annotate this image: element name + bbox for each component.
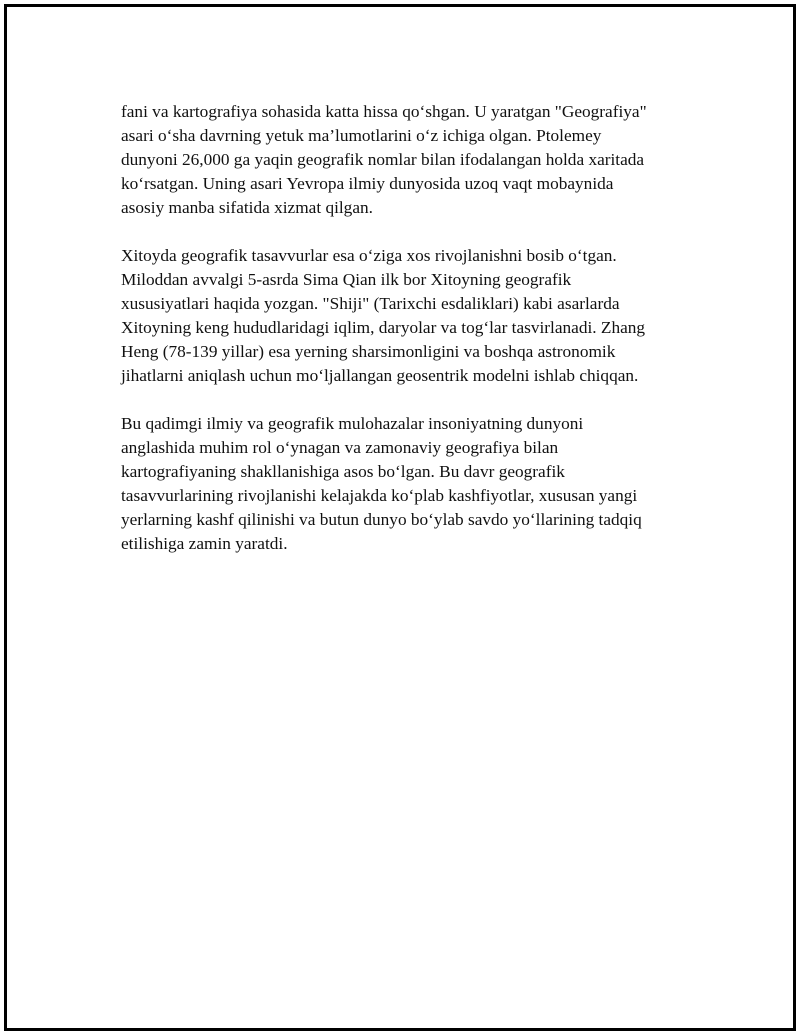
text-line: Miloddan avvalgi 5-asrda Sima Qian ilk bor Xitoyning geografik [121,270,572,289]
text-line: jihatlarni aniqlash uchun mo‘ljallangan geosentrik modelni ishlab chiqqan. [121,366,639,385]
paragraph-china [121,244,691,388]
paragraph-conclusion [121,412,691,556]
text-line: asari o‘sha davrning yetuk ma’lumotlarini o‘z ichiga olgan. Ptolemey [121,126,602,145]
text-line: kartografiyaning shakllanishiga asos bo‘lgan. Bu davr geografik [121,462,565,481]
text-line: xususiyatlari haqida yozgan. "Shiji" (Tarixchi esdaliklari) kabi asarlarda [121,294,620,313]
text-line: etilishiga zamin yaratdi. [121,534,288,553]
text-line: fani va kartografiya sohasida katta hissa qo‘shgan. U yaratgan "Geografiya" [121,102,647,121]
text-line: asosiy manba sifatida xizmat qilgan. [121,198,373,217]
document-body [121,100,691,580]
text-line: Xitoyning keng hududlaridagi iqlim, daryolar va tog‘lar tasvirlanadi. Zhang [121,318,646,337]
page-frame [4,4,796,1031]
text-line: yerlarning kashf qilinishi va butun dunyo bo‘ylab savdo yo‘llarining tadqiq [121,510,642,529]
text-line: anglashida muhim rol o‘ynagan va zamonaviy geografiya bilan [121,438,559,457]
text-line: Bu qadimgi ilmiy va geografik mulohazalar insoniyatning dunyoni [121,414,584,433]
text-line: ko‘rsatgan. Uning asari Yevropa ilmiy dunyosida uzoq vaqt mobaynida [121,174,614,193]
text-line: Heng (78-139 yillar) esa yerning sharsimonligini va boshqa astronomik [121,342,616,361]
text-line: tasavvurlarining rivojlanishi kelajakda ko‘plab kashfiyotlar, xususan yangi [121,486,638,505]
paragraph-ptolemy [121,100,691,220]
text-line: Xitoyda geografik tasavvurlar esa o‘ziga xos rivojlanishni bosib o‘tgan. [121,246,617,265]
text-line: dunyoni 26,000 ga yaqin geografik nomlar bilan ifodalangan holda xaritada [121,150,645,169]
